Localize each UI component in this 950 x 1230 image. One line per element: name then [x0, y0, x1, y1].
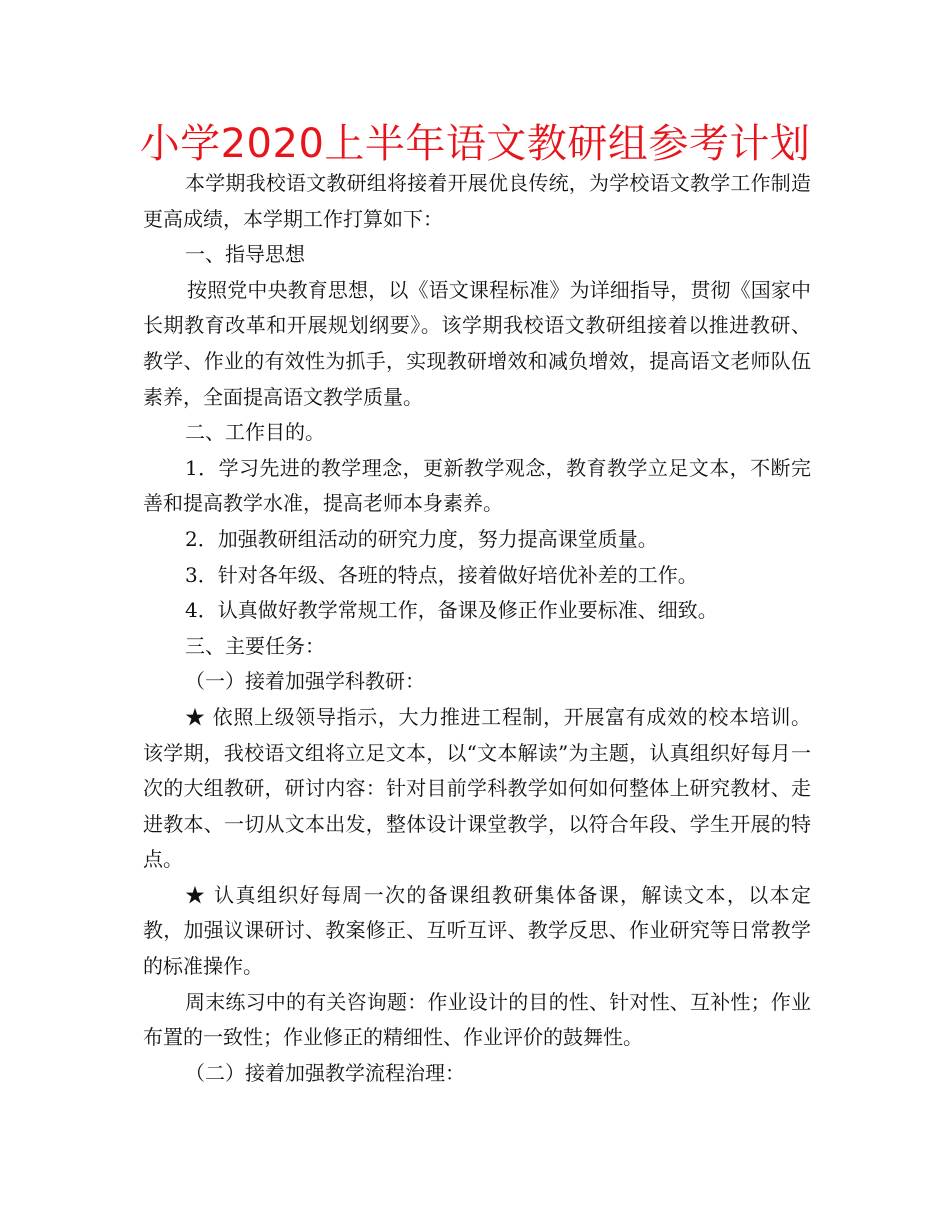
document-title: 小学2020上半年语文教研组参考计划 [139, 121, 811, 167]
heading-work-goals: 二、工作目的。 [185, 420, 325, 445]
paragraph-star-1: ★ 依照上级领导指示，大力推进工程制，开展富有成效的校本培训。该学期，我校语文组将立足文本，以“文本解读”为主题，认真组织好每月一次的大组教研，研讨内容：针对目前学科教学如何如何整体上研究教材、走进教本、一切从文本出发，整体设计课堂教学，以符合年段、学生开展的特点。 [143, 704, 811, 872]
list-item-goal-1: 1．学习先进的教学理念，更新教学观念，教育教学立足文本，不断完善和提高教学水准，提高老师本身素养。 [143, 455, 811, 516]
subheading-process-management: （二）接着加强教学流程治理： [185, 1060, 465, 1085]
heading-guiding-thought: 一、指导思想 [185, 242, 305, 267]
list-item-goal-2: 2．加强教研组活动的研究力度，努力提高课堂质量。 [185, 526, 658, 551]
paragraph-star-2: ★ 认真组织好每周一次的备课组教研集体备课，解读文本，以本定教，加强议课研讨、教案修正、互听互评、教学反思、作业研究等日常教学的标准操作。 [143, 882, 811, 979]
paragraph-weekend-practice: 周末练习中的有关咨询题：作业设计的目的性、针对性、互补性；作业布置的一致性；作业修正的精细性、作业评价的鼓舞性。 [143, 989, 811, 1050]
list-item-goal-4: 4．认真做好教学常规工作，备课及修正作业要标准、细致。 [185, 598, 718, 623]
paragraph-intro: 本学期我校语文教研组将接着开展优良传统，为学校语文教学工作制造更高成绩，本学期工作打算如下： [143, 171, 811, 231]
heading-main-tasks: 三、主要任务： [185, 633, 325, 658]
document-body [143, 166, 811, 1091]
subheading-teaching-research: （一）接着加强学科教研： [185, 669, 425, 694]
paragraph-guiding-thought: 按照党中央教育思想，以《语文课程标准》为详细指导，贯彻《国家中长期教育改革和开展规划纲要》。该学期我校语文教研组接着以推进教研、教学、作业的有效性为抓手，实现教研增效和减负增效，提高语文老师队伍素养，全面提高语文教学质量。 [143, 277, 811, 409]
list-item-goal-3: 3．针对各年级、各班的特点，接着做好培优补差的工作。 [185, 562, 698, 587]
